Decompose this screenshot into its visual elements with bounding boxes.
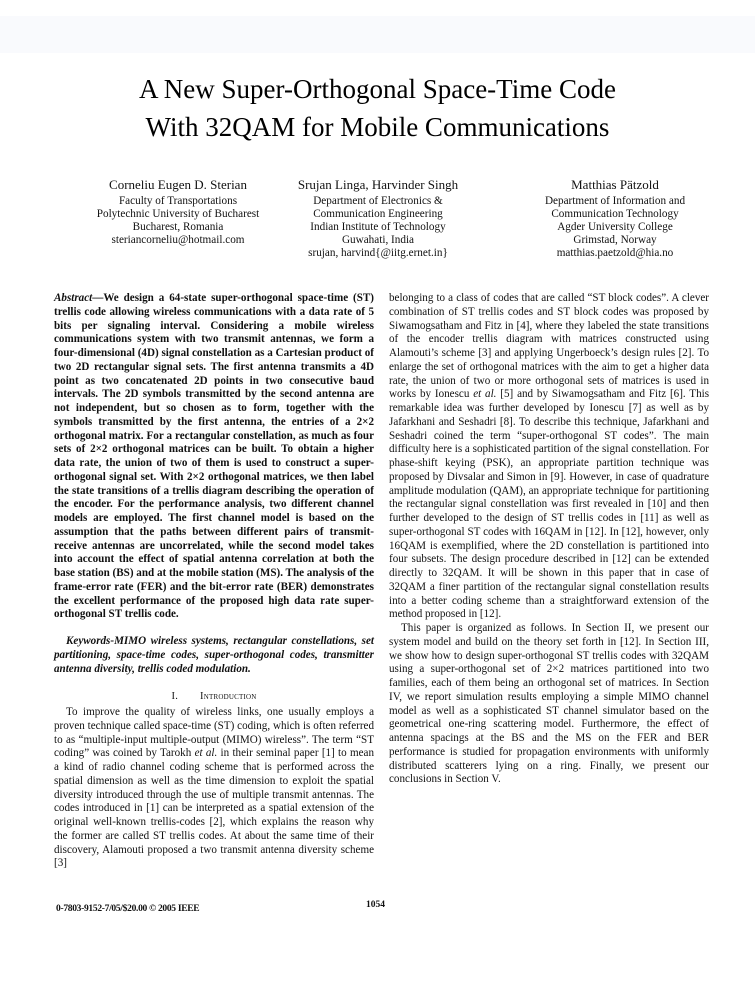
author-affiliation-line: Department of Electronics & (313, 195, 443, 207)
author-affiliation-line: Bucharest, Romania (132, 221, 224, 233)
author-affiliation-line: Faculty of Transportations (118, 195, 238, 207)
abstract-text: —We design a 64-state super-orthogonal space-time (ST) trellis code allowing wireless communications with a data rate of 5 bits per signaling interval. Considering a mobile wireless communications system with two transmit antennas, we form a four-dimensional (4D) signal constellation as a Cartesian product of two 2D rectangular signal sets. The first antenna transmits a 4D point as two concatenated 2D points in two consecutive baud intervals. The 2D symbols transmitted by the second antenna are not independent, but so chosen as to form, together with the symbols transmitted by the first antenna, the entries of a 2×2 orthogonal matrix. For a rectangular constellation, as much as four sets of 2×2 orthogonal matrices can be built. To obtain a higher data rate, the union of two of them is used to construct a super-orthogonal signal set. With 2×2 orthogonal matrices, we then label the state transitions of a trellis diagram describing the operation of the encoder. For the performance analysis, two different channel models are employed. The first channel model is based on the assumption that the paths between different pairs of transmit-receive antennas are uncorrelated, while the second model takes into account the effect of spatial antenna correlation at both the base station (BS) and at the mobile station (MS). The analysis of the frame-error rate (FER) and the bit-error rate (BER) demonstrates the excellent performance of the proposed high data rate super-orthogonal ST trellis code. (54, 292, 374, 621)
text-run-italic: et al. (473, 388, 497, 401)
section-title: Introduction (200, 691, 257, 703)
keywords: Keywords-MIMO wireless systems, rectangular constellations, set partitioning, space-time codes, super-orthogonal codes, transmitter antenna diversity, trellis coded modulation. (54, 635, 374, 675)
author-email: matthias.paetzold@hia.no (556, 247, 674, 259)
right-column (389, 292, 709, 787)
text-run: in their seminal paper [1] to mean a kind of radio channel coding scheme that is performed across the spatial dimension as well as the time dimension to exploit the spatial diversity introduced through the use of multiple transmit antennas. The codes introduced in [1] can be interpreted as a spatial extension of the original well-known trellis-codes [2], which explains the reason why the former are called ST trellis codes. At about the same time of their discovery, Alamouti proposed a two transmit antenna diversity scheme [3] (54, 747, 374, 870)
section-heading-introduction (54, 690, 374, 704)
author-name: Srujan Linga, Harvinder Singh (297, 177, 459, 192)
author-name: Corneliu Eugen D. Sterian (109, 177, 247, 192)
author-affiliation-line: Communication Technology (551, 208, 679, 220)
abstract-lead: Abstract (54, 292, 93, 304)
text-run-italic: et al. (194, 747, 218, 760)
author-affiliation-line: Agder University College (557, 221, 673, 233)
author-3 (495, 176, 735, 260)
author-affiliation-line: Communication Engineering (313, 208, 443, 220)
author-affiliation-line: Guwahati, India (341, 234, 415, 246)
text-run: [5] and by Siwamogsatham and Fitz [6]. This remarkable idea was further developed by Ionescu [7] as well as by Jafarkhani and Seshadri [8]. To describe this technique, Jafarkhani and Seshadri coined the term “super-orthogonal ST codes”. The main difficulty here is a sophisticated partition of the signal constellation. For phase-shift keying (PSK), an appropriate partition technique was proposed by Divsalar and Simon in [9]. However, in case of quadrature amplitude modulation (QAM), an appropriate technique for partitioning the rectangular signal constellation was first revealed in [10] and then further developed to the design of ST trellis codes in [11] as well as super-orthogonal ST codes with 16QAM in [12]. In [12], however, only 16QAM is exemplified, where the 2D constellation is partitioned into four subsets. The design procedure described in [12] can be extended directly to 32QAM. It will be shown in this paper that in case of 32QAM a finer partition of the rectangular signal constellation results into a better coding scheme than a straightforward extension of the method proposed in [12]. (389, 388, 710, 621)
left-column (54, 292, 374, 871)
author-name: Matthias Pätzold (571, 177, 659, 192)
intro-paragraph-1-continued (389, 292, 709, 622)
text-run: To improve the quality of wireless links, one usually employs a proven technique called space-time (ST) coding, which is often referred to as “multiple-input multiple-output (MIMO) wireless”. The term “ST coding” was coined by Tarokh (54, 706, 374, 760)
author-block (0, 176, 755, 266)
text-run: belonging to a class of codes that are called “ST block codes”. A clever combination of ST trellis codes and ST block codes was proposed by Siwamogsatham and Fitz in [4], where they labeled the state transitions of the encoder trellis diagram with matrices constructed using Alamouti’s scheme [3] and applying Ungerboeck’s design rules [2]. To enlarge the set of orthogonal matrices with the aim to get a higher data rate, the union of two or more orthogonal sets of matrices is used in works by Ionescu (389, 292, 709, 401)
author-affiliation-line: Grimstad, Norway (573, 234, 657, 246)
title-line-1: A New Super-Orthogonal Space-Time Code (139, 74, 616, 104)
section-number: I. (171, 691, 179, 703)
intro-paragraph-1 (54, 706, 374, 871)
copyright-notice: 0-7803-9152-7/05/$20.00 © 2005 IEEE (56, 904, 200, 914)
paper-title (0, 70, 755, 146)
author-affiliation-line: Polytechnic University of Bucharest (96, 208, 260, 220)
author-email: srujan, harvind{@iitg.ernet.in} (308, 247, 448, 259)
top-band (0, 16, 755, 53)
author-affiliation-line: Indian Institute of Technology (310, 221, 446, 233)
abstract (54, 292, 374, 622)
author-email: steriancorneliu@hotmail.com (111, 234, 245, 246)
author-2 (238, 176, 518, 260)
page-number: 1054 (366, 900, 385, 910)
intro-paragraph-2: This paper is organized as follows. In Section II, we present our system model and build on the theory set forth in [12]. In Section III, we show how to design super-orthogonal ST trellis codes with 32QAM using a super-orthogonal set of 2×2 matrices partitioned into two families, each of them being an orthogonal set of matrices. In Section IV, we report simulation results employing a simple MIMO channel model as well as a sophisticated ST channel simulator based on the geometrical one-ring scattering model. Furthermore, the effect of antenna spacings at the BS and the MS on the FER and BER performance is studied for propagation environments with uniformly distributed scatterers lying on a ring. Finally, we present our conclusions in Section V. (389, 622, 709, 786)
title-line-2: With 32QAM for Mobile Communications (145, 112, 610, 142)
author-affiliation-line: Department of Information and (544, 195, 686, 207)
